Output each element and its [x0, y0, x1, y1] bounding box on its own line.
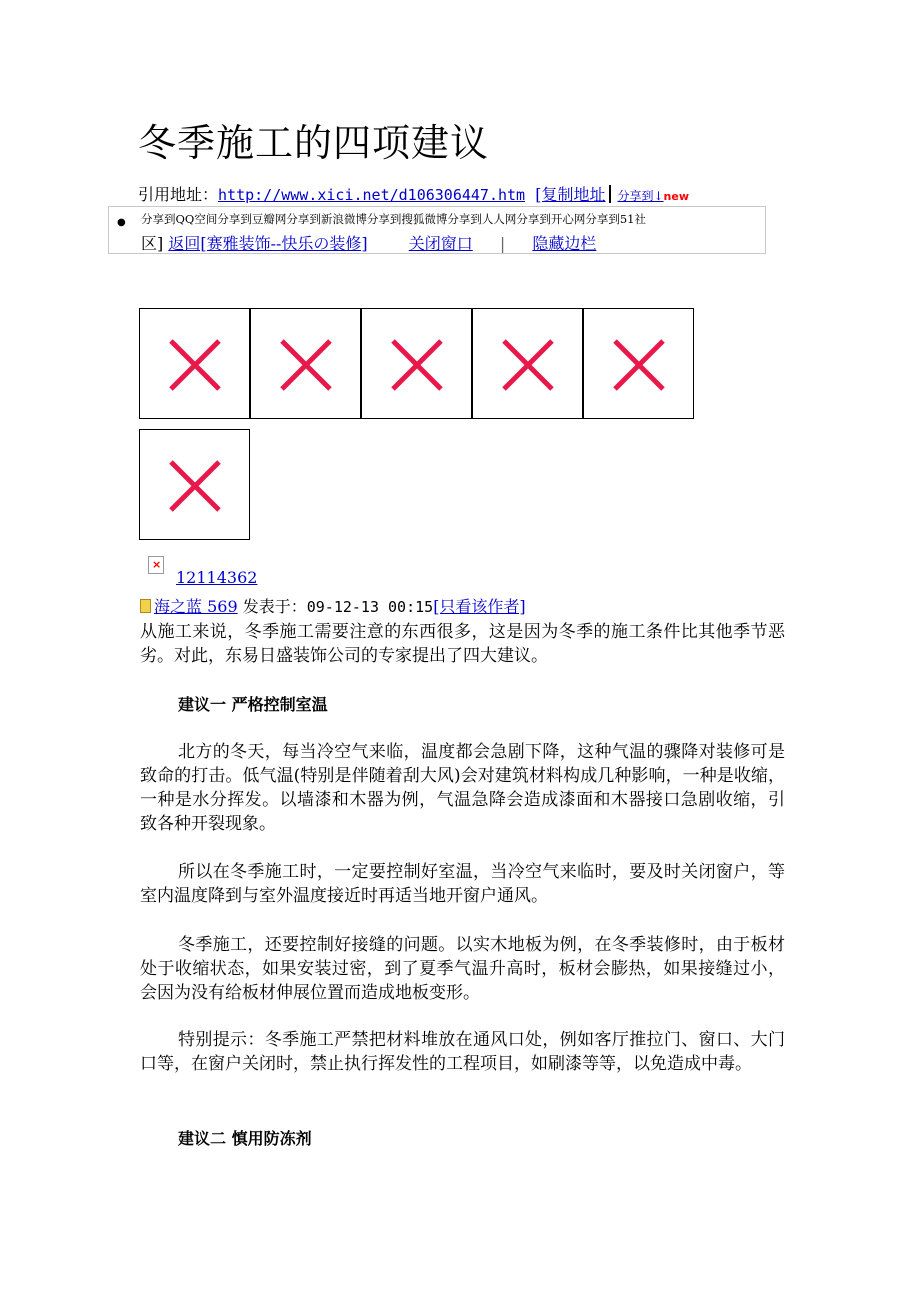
section-heading-1: 建议一 严格控制室温	[178, 695, 328, 714]
posted-label: 发表于：	[242, 597, 307, 616]
page-title: 冬季施工的四项建议	[138, 121, 490, 165]
share-box	[108, 206, 766, 254]
section-heading-2: 建议二 慎用防冻剂	[178, 1129, 312, 1148]
image-placeholder[interactable]	[583, 308, 694, 419]
back-link[interactable]: 返回[赛雅装饰--快乐の装修]	[168, 234, 368, 253]
missing-image-x-icon	[167, 337, 223, 393]
citation-line	[138, 182, 689, 205]
close-window-link[interactable]: 关闭窗口	[408, 234, 473, 253]
missing-image-x-icon	[278, 337, 334, 393]
bullet-icon: ●	[117, 217, 126, 228]
only-author-link[interactable]: [只看该作者]	[433, 597, 526, 616]
image-placeholder[interactable]	[472, 308, 583, 419]
share-nav-row	[141, 231, 596, 254]
note-icon	[140, 599, 151, 613]
share-dropdown-link[interactable]: 分享到↓	[617, 189, 664, 203]
post-meta	[140, 594, 526, 617]
intro-paragraph: 从施工来说，冬季施工需要注意的东西很多，这是因为冬季的施工条件比其他季节恶劣。对此，东易日盛装饰公司的专家提出了四大建议。	[140, 622, 785, 666]
missing-image-x-icon	[611, 337, 667, 393]
image-placeholder[interactable]	[250, 308, 361, 419]
share-suffix: 区]	[141, 234, 164, 253]
body-paragraph: 冬季施工，还要控制好接缝的问题。以实木地板为例，在冬季装修时，由于板材处于收缩状态，如果安装过密，到了夏季气温升高时，板材会膨热，如果接缝过小，会因为没有给板材伸展位置而造成地板变形。	[140, 935, 785, 1003]
body-paragraph: 特别提示：冬季施工严禁把材料堆放在通风口处，例如客厅推拉门、窗口、大门口等，在窗户关闭时，禁止执行挥发性的工程项目，如刷漆等等，以免造成中毒。	[140, 1030, 785, 1074]
share-links-text[interactable]: 分享到QQ空间分享到豆瓣网分享到新浪微博分享到搜狐微博分享到人人网分享到开心网分享到51社	[141, 212, 646, 226]
post-date: 09-12-13 00:15	[306, 598, 434, 616]
image-placeholder[interactable]	[139, 429, 250, 540]
cite-label: 引用地址：	[138, 185, 219, 204]
broken-image-icon: ×	[148, 556, 164, 574]
body-paragraph: 北方的冬天，每当冷空气来临，温度都会急剧下降，这种气温的骤降对装修可是致命的打击。低气温(特别是伴随着刮大风)会对建筑材料构成几种影响，一种是收缩，一种是水分挥发。以墙漆和木器为例，气温急降会造成漆面和木器接口急剧收缩，引致各种开裂现象。	[140, 742, 785, 834]
copy-address-link[interactable]: [复制地址	[535, 185, 606, 204]
missing-image-x-icon	[500, 337, 556, 393]
new-badge: new	[663, 190, 690, 203]
missing-image-x-icon	[167, 458, 223, 514]
hide-sidebar-link[interactable]: 隐藏边栏	[532, 234, 597, 253]
image-number-link[interactable]: 12114362	[176, 568, 258, 587]
image-placeholder[interactable]	[139, 308, 250, 419]
cite-url-link[interactable]: http://www.xici.net/d106306447.htm	[218, 186, 526, 204]
divider	[609, 185, 611, 203]
image-placeholder[interactable]	[361, 308, 472, 419]
body-paragraph: 所以在冬季施工时，一定要控制好室温，当冷空气来临时，要及时关闭窗户，等室内温度降到与室外温度接近时再适当地开窗户通风。	[140, 862, 785, 906]
missing-image-x-icon	[389, 337, 445, 393]
nav-separator: |	[499, 234, 506, 253]
author-link[interactable]: 海之蓝 569	[154, 597, 238, 616]
